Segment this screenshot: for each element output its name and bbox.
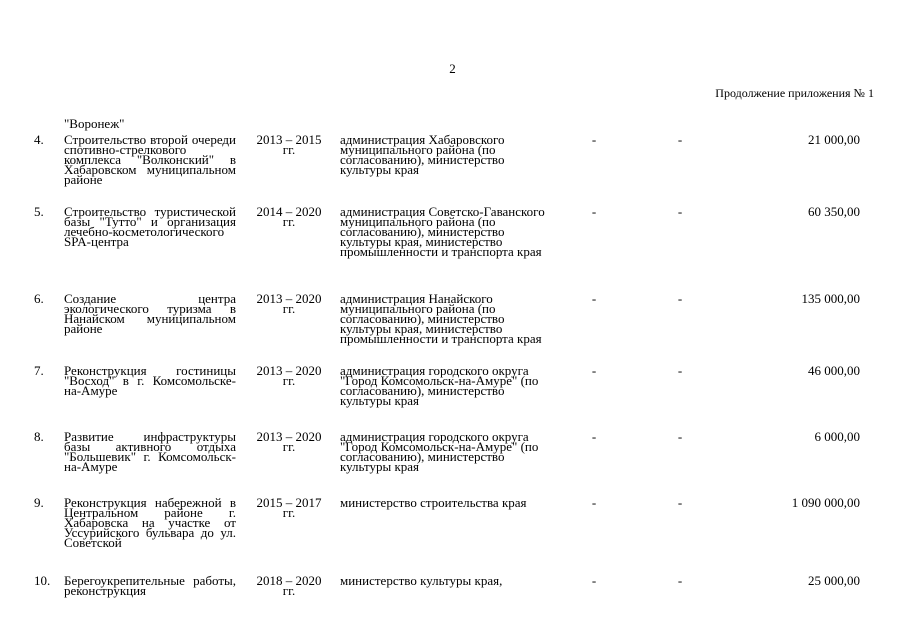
row-number: 6. — [34, 291, 44, 306]
page-number: 2 — [449, 61, 456, 76]
funding-amount: 25 000,00 — [808, 573, 860, 588]
project-name: Строительство второй очереди спотивно-стрелкового комплекса "Волконский" в Хабаровском муниципальном районе — [64, 132, 236, 187]
column-5-value: - — [591, 291, 597, 306]
project-name: Реконструкция гостиницы "Восход" в г. Комсомольске-на-Амуре — [64, 363, 236, 398]
project-executor: министерство культуры края, — [340, 573, 503, 588]
project-period: 2013 – 2020 гг. — [256, 429, 322, 454]
column-6-value: - — [677, 132, 683, 147]
project-executor: администрация Нанайского муниципального района (по согласованию), министерство культуры края, министерство промышленности и транспорта края — [340, 291, 542, 346]
project-period: 2013 – 2020 гг. — [256, 363, 322, 388]
project-name: Строительство туристической базы "Тутто" и организация лечебно-косметологического SPA-центра — [64, 204, 236, 249]
row-number: 5. — [34, 204, 44, 219]
project-executor: министерство строительства края — [340, 495, 527, 510]
project-name: Развитие инфраструктуры базы активного отдыха "Большевик" г. Комсомольск-на-Амуре — [64, 429, 236, 474]
project-period: 2014 – 2020 гг. — [256, 204, 322, 229]
funding-amount: 21 000,00 — [808, 132, 860, 147]
row-number: 10. — [34, 573, 51, 588]
funding-amount: 135 000,00 — [801, 291, 860, 306]
funding-amount: 46 000,00 — [808, 363, 860, 378]
column-6-value: - — [677, 573, 683, 588]
project-period: 2018 – 2020 гг. — [256, 573, 322, 598]
funding-amount: 6 000,00 — [814, 429, 860, 444]
carryover-text: "Воронеж" — [64, 116, 125, 131]
column-6-value: - — [677, 204, 683, 219]
column-6-value: - — [677, 495, 683, 510]
column-5-value: - — [591, 495, 597, 510]
column-6-value: - — [677, 291, 683, 306]
column-5-value: - — [591, 363, 597, 378]
column-6-value: - — [677, 429, 683, 444]
column-5-value: - — [591, 429, 597, 444]
project-name: Создание центра экологического туризма в Нанайском муниципальном районе — [64, 291, 236, 336]
project-executor: администрация Хабаровского муниципального района (по согласованию), министерство культуры края — [340, 132, 505, 177]
column-5-value: - — [591, 204, 597, 219]
project-period: 2015 – 2017 гг. — [256, 495, 322, 520]
row-number: 4. — [34, 132, 44, 147]
column-5-value: - — [591, 132, 597, 147]
project-period: 2013 – 2020 гг. — [256, 291, 322, 316]
continuation-label: Продолжение приложения № 1 — [715, 86, 874, 100]
project-period: 2013 – 2015 гг. — [256, 132, 322, 157]
column-5-value: - — [591, 573, 597, 588]
project-executor: администрация городского округа "Город Комсомольск-на-Амуре" (по согласованию), министерство культуры края — [340, 429, 539, 474]
project-name: Берегоукрепительные работы, реконструкция — [64, 573, 236, 598]
project-executor: администрация городского округа "Город Комсомольск-на-Амуре" (по согласованию), министерство культуры края — [340, 363, 539, 408]
funding-amount: 1 090 000,00 — [791, 495, 860, 510]
project-name: Реконструкция набережной в Центральном районе г. Хабаровска на участке от Уссурийского бульвара до ул. Советской — [64, 495, 236, 550]
funding-amount: 60 350,00 — [808, 204, 860, 219]
row-number: 9. — [34, 495, 44, 510]
row-number: 8. — [34, 429, 44, 444]
project-executor: администрация Советско-Гаванского муниципального района (по согласованию), министерство культуры края, министерство промышленности и транспорта края — [340, 204, 545, 259]
row-number: 7. — [34, 363, 44, 378]
column-6-value: - — [677, 363, 683, 378]
